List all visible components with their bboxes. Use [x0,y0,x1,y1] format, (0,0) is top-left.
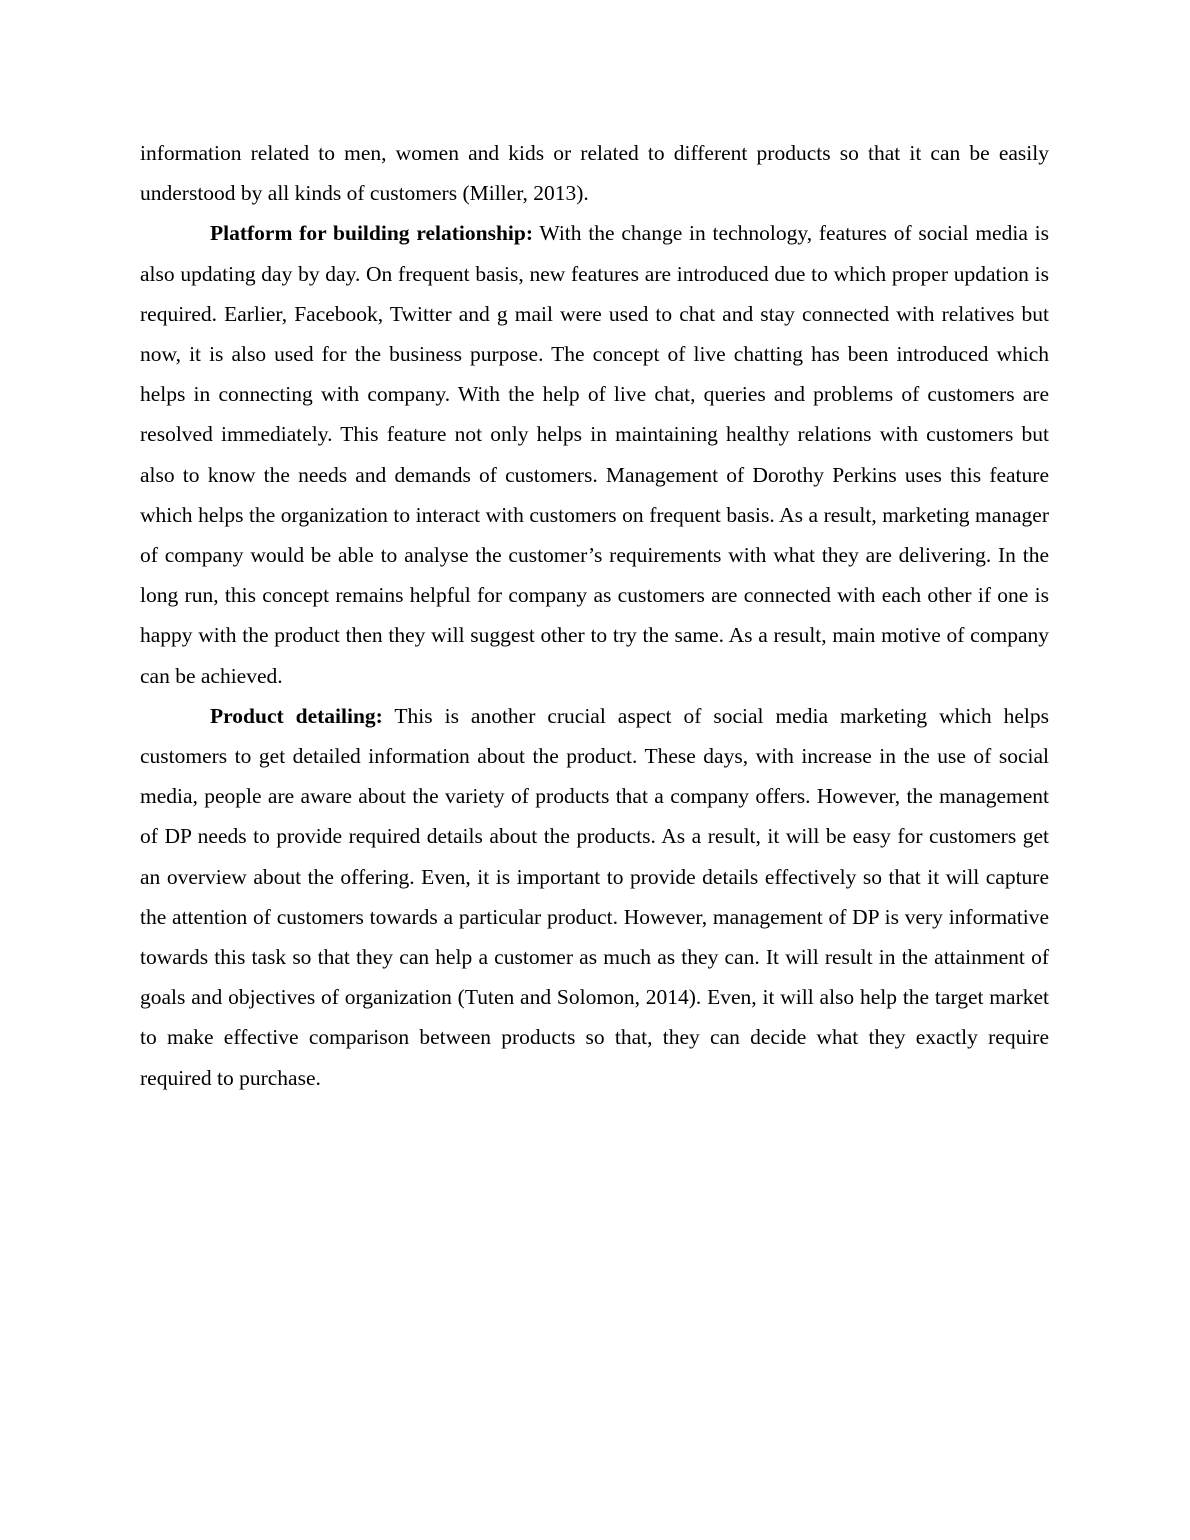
paragraph-continuation [140,133,1049,213]
paragraph-product-detailing [140,696,1049,1098]
paragraph-text: information related to men, women and kids or related to different products so that it can be easily understood by all kinds of customers (Miller, 2013). [140,141,1049,206]
paragraph-text: With the change in technology, features of social media is also updating day by day. On frequent basis, new features are introduced due to which proper updation is required. Earlier, Facebook, Twitter and g mail were used to chat and stay connected with relatives but now, it is also used for the business purpose. The concept of live chatting has been introduced which helps in connecting with company. With the help of live chat, queries and problems of customers are resolved immediately. This feature not only helps in maintaining healthy relations with customers but also to know the needs and demands of customers. Management of Dorothy Perkins uses this feature which helps the organization to interact with customers on frequent basis. As a result, marketing manager of company would be able to analyse the customer’s requirements with what they are delivering. In the long run, this concept remains helpful for company as customers are connected with each other if one is happy with the product then they will suggest other to try the same. As a result, main motive of company can be achieved. [140,221,1049,688]
paragraph-platform-relationship [140,213,1049,695]
paragraph-text: This is another crucial aspect of social media marketing which helps customers to get detailed information about the product. These days, with increase in the use of social media, people are aware about the variety of products that a company offers. However, the management of DP needs to provide required details about the products. As a result, it will be easy for customers get an overview about the offering. Even, it is important to provide details effectively so that it will capture the attention of customers towards a particular product. However, management of DP is very informative towards this task so that they can help a customer as much as they can. It will result in the attainment of goals and objectives of organization (Tuten and Solomon, 2014). Even, it will also help the target market to make effective comparison between products so that, they can decide what they exactly require required to purchase. [140,703,1049,1090]
paragraph-heading: Product detailing: [210,703,383,728]
document-page [140,133,1049,1098]
paragraph-heading: Platform for building relationship: [210,221,533,246]
